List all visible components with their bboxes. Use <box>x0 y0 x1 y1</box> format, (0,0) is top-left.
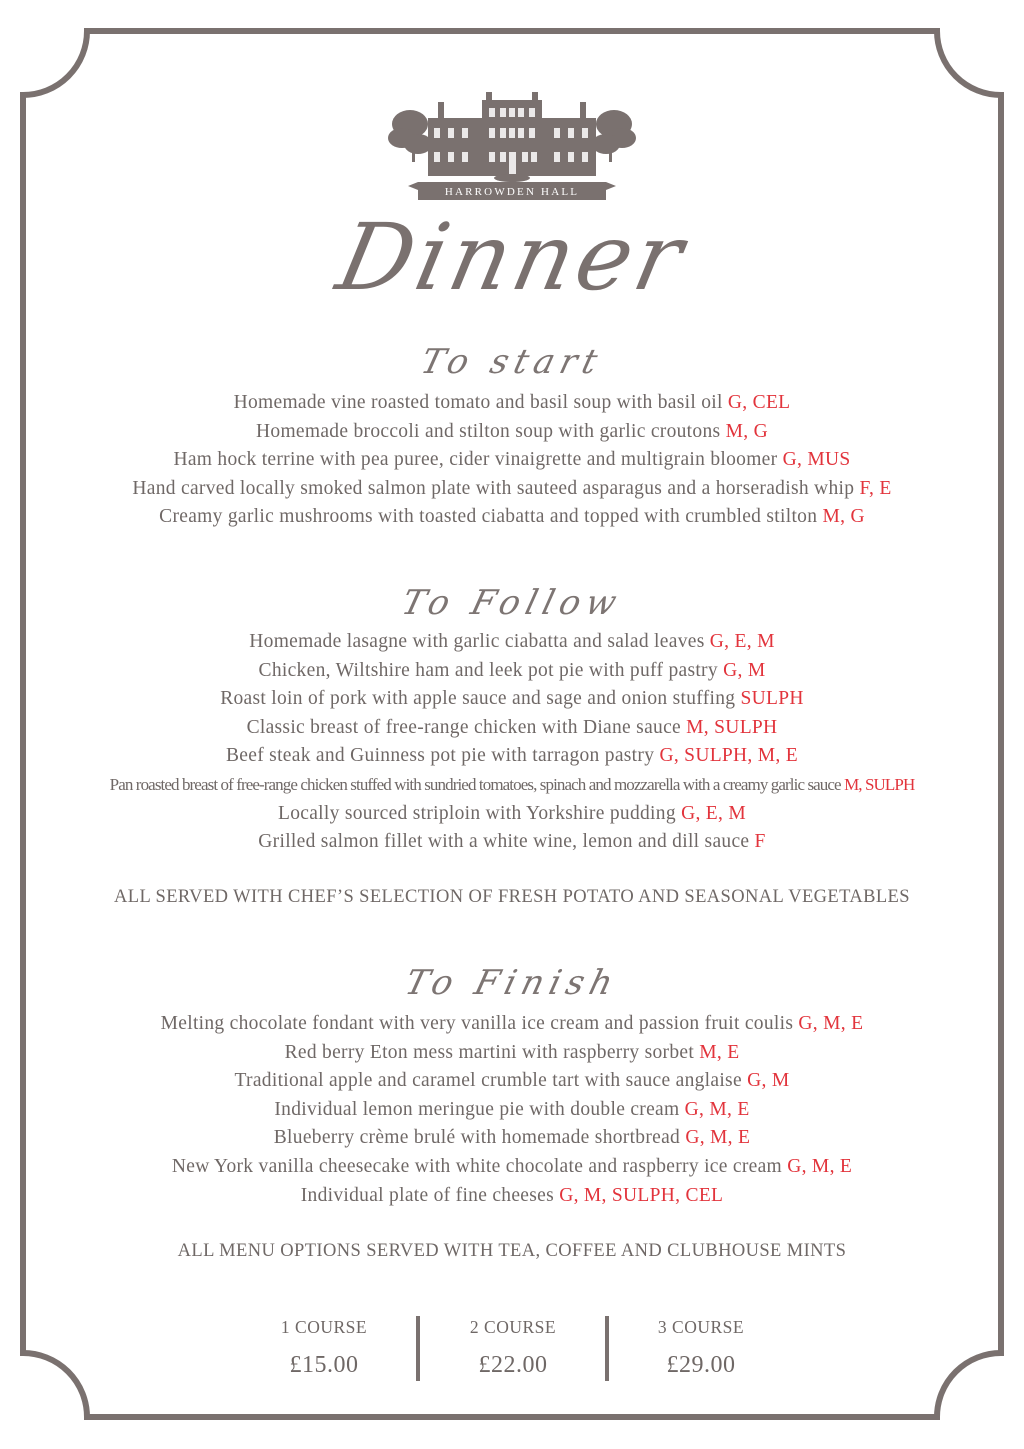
menu-item <box>0 446 1024 475</box>
menu-item <box>0 418 1024 447</box>
dish-name: New York vanilla cheesecake with white chocolate and raspberry ice cream <box>171 1155 783 1177</box>
menu-item <box>0 1096 1024 1125</box>
harrowden-hall-logo <box>388 82 636 204</box>
allergen-codes: G, E, M <box>709 631 775 652</box>
allergen-codes: G, SULPH, M, E <box>659 745 798 767</box>
dish-name: Traditional apple and caramel crumble tart with sauce anglaise <box>234 1070 742 1092</box>
section-heading-to-finish: To Finish <box>401 963 623 1003</box>
course-pricing <box>0 1316 1024 1386</box>
menu-item <box>0 475 1024 504</box>
dish-name: Homemade broccoli and stilton soup with garlic croutons <box>256 420 721 442</box>
price-divider <box>416 1316 420 1381</box>
allergen-codes: G, MUS <box>782 449 851 471</box>
allergen-codes: G, M, E <box>684 1098 750 1120</box>
dish-name: Roast loin of pork with apple sauce and sage and onion stuffing <box>220 688 736 710</box>
price-1-course <box>244 1316 404 1379</box>
mains-list <box>0 628 1024 857</box>
allergen-codes: G, M, E <box>787 1155 853 1177</box>
dish-name: Melting chocolate fondant with very vanilla ice cream and passion fruit coulis <box>160 1013 794 1034</box>
menu-title: Dinner <box>328 204 696 311</box>
dish-name: Hand carved locally smoked salmon plate with sauteed asparagus and a horseradish whip <box>132 477 855 499</box>
dish-name: Red berry Eton mess martini with raspberry sorbet <box>284 1041 695 1063</box>
dish-name: Blueberry crème brulé with homemade shortbread <box>273 1127 681 1149</box>
allergen-codes: M, G <box>822 506 865 528</box>
menu-item <box>0 800 1024 829</box>
dish-name: Creamy garlic mushrooms with toasted ciabatta and topped with crumbled stilton <box>159 506 818 528</box>
menu-item <box>0 503 1024 532</box>
mains-side-note: ALL SERVED WITH CHEF’S SELECTION OF FRESH POTATO AND SEASONAL VEGETABLES <box>114 887 910 907</box>
menu-item <box>0 657 1024 686</box>
allergen-codes: M, G <box>725 420 768 442</box>
allergen-codes: M, SULPH <box>686 716 778 738</box>
allergen-codes: M, E <box>699 1041 740 1063</box>
allergen-codes: F <box>754 831 766 853</box>
starters-list <box>0 389 1024 532</box>
dish-name: Homemade vine roasted tomato and basil soup with basil oil <box>233 392 723 413</box>
dish-name: Homemade lasagne with garlic ciabatta and salad leaves <box>249 631 705 652</box>
dish-name: Individual lemon meringue pie with double cream <box>274 1098 680 1120</box>
menu-item <box>0 714 1024 743</box>
allergen-codes: G, M <box>747 1070 790 1092</box>
section-heading-to-follow: To Follow <box>397 583 627 623</box>
menu-item <box>0 742 1024 771</box>
dish-name: Chicken, Wiltshire ham and leek pot pie with puff pastry <box>258 659 718 681</box>
desserts-side-note: ALL MENU OPTIONS SERVED WITH TEA, COFFEE AND CLUBHOUSE MINTS <box>177 1241 847 1261</box>
menu-item <box>0 389 1024 418</box>
menu-item <box>0 1124 1024 1153</box>
menu-item <box>0 1039 1024 1068</box>
dish-name: Ham hock terrine with pea puree, cider vinaigrette and multigrain bloomer <box>173 449 778 471</box>
dish-name: Locally sourced striploin with Yorkshire pudding <box>278 802 676 824</box>
dish-name: Beef steak and Guinness pot pie with tarragon pastry <box>226 745 655 767</box>
menu-item <box>0 1153 1024 1182</box>
allergen-codes: G, M <box>723 659 766 681</box>
menu-item <box>0 1182 1024 1211</box>
price-3-course <box>621 1316 781 1379</box>
price-2-course <box>433 1316 593 1379</box>
price-divider <box>605 1316 609 1381</box>
venue-name: HARROWDEN HALL <box>444 186 580 198</box>
dish-name: Grilled salmon fillet with a white wine, lemon and dill sauce <box>258 831 750 853</box>
allergen-codes: G, E, M <box>681 802 746 824</box>
allergen-codes: G, M, E <box>685 1127 751 1149</box>
course-price: £22.00 <box>478 1352 548 1378</box>
menu-item <box>0 828 1024 857</box>
section-heading-to-start: To start <box>416 342 608 382</box>
menu-item <box>0 1067 1024 1096</box>
course-label: 2 COURSE <box>469 1317 557 1337</box>
manor-house-icon <box>388 82 636 204</box>
course-label: 1 COURSE <box>280 1317 368 1337</box>
menu-item <box>0 685 1024 714</box>
course-price: £15.00 <box>289 1352 359 1378</box>
dish-name: Individual plate of fine cheeses <box>300 1184 554 1206</box>
dish-name: Pan roasted breast of free-range chicken stuffed with sundried tomatoes, spinach and mozzarella with a creamy garlic sauce <box>109 774 841 794</box>
allergen-codes: G, M, SULPH, CEL <box>559 1184 724 1206</box>
menu-item <box>0 628 1024 657</box>
menu-item <box>0 1010 1024 1039</box>
desserts-list <box>0 1010 1024 1210</box>
menu-item <box>0 771 1024 800</box>
allergen-codes: M, SULPH <box>844 774 915 794</box>
course-label: 3 COURSE <box>657 1317 745 1337</box>
dish-name: Classic breast of free-range chicken with Diane sauce <box>246 716 681 738</box>
allergen-codes: F, E <box>859 477 892 499</box>
allergen-codes: SULPH <box>740 688 804 710</box>
course-price: £29.00 <box>666 1352 736 1378</box>
allergen-codes: G, CEL <box>727 392 791 413</box>
allergen-codes: G, M, E <box>798 1013 864 1034</box>
